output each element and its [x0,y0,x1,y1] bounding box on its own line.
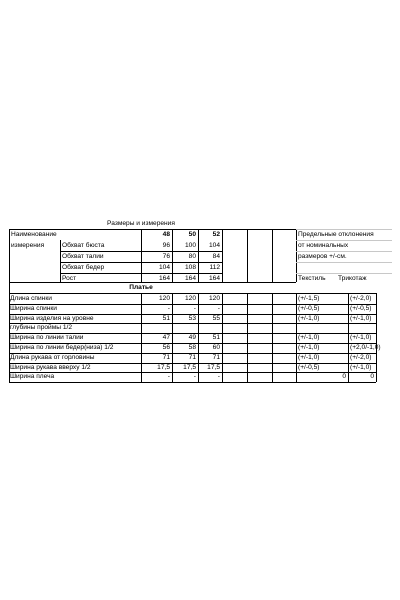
garment-row-value: - [217,373,220,381]
body-measurement-value: 76 [162,252,170,260]
garment-row-label: Длина спинки [10,295,52,302]
gridline [296,229,392,230]
fabric-label-textile: Текстиль [298,274,326,282]
gridline [296,262,392,263]
garment-row-value: 71 [212,353,220,361]
gridline [296,251,392,252]
garment-row-value: - [167,373,170,381]
row-border [9,282,222,283]
body-measurement-value: 104 [158,263,170,271]
body-measurement-value: 84 [212,252,220,260]
garment-row-label: Ширина по линии бедер(низа) 1/2 [10,344,114,351]
garment-row-label: Длина рукава от горловины [10,353,95,361]
garment-row-value: - [167,304,170,312]
garment-row-label: Ширина плеча [10,373,55,381]
column-border [141,294,142,382]
column-border [172,229,173,282]
garment-row-label: Ширина по линии талии [10,334,84,342]
garment-row-value: 17,5 [183,363,196,371]
sheet-title: Размеры и измерения [107,219,175,227]
body-measurement-label: Обхват талии [62,252,104,260]
row-border [9,229,222,230]
garment-row-label: глубины проймы 1/2 [10,324,73,332]
column-border [222,229,223,282]
body-measurement-label: Обхват бедер [62,263,105,271]
gridline [296,240,392,241]
garment-tolerance-textile: (+/-1,0) [298,314,320,322]
column-border [296,294,297,382]
garment-row-value: 51 [162,314,170,322]
garment-tolerance-textile: (+/-0,5) [298,304,320,312]
column-border [296,229,297,282]
garment-row-value: 60 [212,344,220,351]
garment-tolerance-textile: 0 [342,373,346,381]
row-border [9,372,376,373]
garment-row-value: - [193,304,196,312]
gridline [296,273,392,274]
row-border [9,382,376,383]
garment-tolerance-textile: (+/-1,0) [298,353,320,361]
name-label-2: измерения [11,241,45,249]
garment-tolerance-knit: 0 [370,373,374,381]
column-border [141,229,142,282]
column-border [60,240,61,282]
section-title-dress: Платье [129,283,153,291]
garment-tolerance-textile: (+/-1,0) [298,344,320,351]
size-48: 48 [162,230,170,238]
fabric-label-knit: Трикотаж [338,274,367,282]
garment-row-value: 58 [188,344,196,351]
garment-tolerance-knit: (+/-0,5) [350,304,372,312]
body-measurement-value: 108 [184,263,196,271]
garment-row-value: 120 [158,295,170,302]
garment-row-value: 53 [188,314,196,322]
column-border [376,293,377,382]
row-border [222,282,296,283]
garment-row-value: 49 [188,334,196,342]
section-border [9,293,376,294]
garment-tolerance-knit: (+/-1,0) [350,334,372,342]
name-label-1: Наименование [11,230,57,238]
column-border [272,229,273,282]
body-measurement-value: 80 [188,252,196,260]
garment-row-value: 71 [162,353,170,361]
column-border [348,294,349,382]
column-border [247,294,248,382]
size-50: 50 [188,230,196,238]
tolerance-line-3: размеров +/-см. [298,252,347,260]
garment-row-value: 51 [212,334,220,342]
garment-tolerance-textile: (+/-1,0) [298,334,320,342]
body-measurement-value: 164 [208,274,220,282]
garment-tolerance-knit: (+/-1,0) [350,314,372,322]
column-border [247,229,248,282]
garment-tolerance-knit: (+/-2,0) [350,295,372,302]
body-measurement-value: 100 [184,241,196,249]
body-measurement-value: 164 [184,274,196,282]
garment-row-value: 47 [162,334,170,342]
garment-row-value: 55 [212,314,220,322]
column-border [172,294,173,382]
garment-row-label: Ширина рукава вверху 1/2 [10,363,91,371]
row-border [9,304,376,305]
garment-tolerance-knit: (+/-2,0) [350,353,372,361]
body-measurement-label: Обхват бюста [62,241,105,249]
garment-row-value: 17,5 [157,363,170,371]
garment-row-value: - [193,373,196,381]
column-border [198,294,199,382]
body-measurement-value: 104 [208,241,220,249]
garment-row-value: 120 [208,295,220,302]
garment-tolerance-knit: (+/-1,0) [350,363,372,371]
body-measurement-value: 164 [158,274,170,282]
body-measurement-value: 112 [209,263,220,271]
garment-row-value: 71 [188,353,196,361]
garment-row-value: 56 [162,344,170,351]
garment-row-value: 120 [184,295,196,302]
garment-tolerance-textile: (+/-1,5) [298,295,320,302]
body-measurement-value: 96 [162,241,170,249]
row-border [222,229,296,230]
tolerance-line-2: от номинальных [298,241,349,249]
garment-row-label: Ширина спинки [10,304,57,312]
garment-tolerance-textile: (+/-0,5) [298,363,320,371]
garment-tolerance-knit: (+2,0/-1,0) [350,344,381,351]
column-border [9,229,10,282]
garment-row-label: Ширина изделия на уровне [10,314,94,322]
tolerance-line-1: Предельные отклонения [298,230,374,238]
column-border [198,229,199,282]
size-52: 52 [212,230,220,238]
column-border [272,294,273,382]
column-border [222,294,223,382]
garment-row-value: 17,5 [207,363,220,371]
column-border [9,282,10,382]
garment-row-value: - [217,304,220,312]
body-measurement-label: Рост [62,274,77,282]
